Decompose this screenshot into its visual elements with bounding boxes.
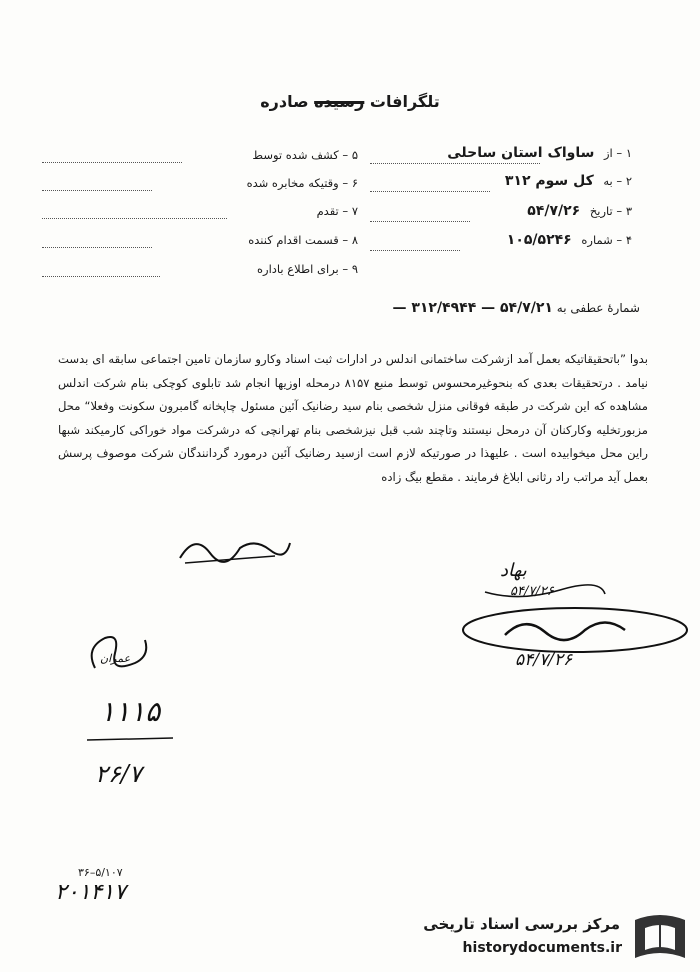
field-date-dotline	[370, 221, 470, 222]
field-number-dotline	[370, 250, 460, 251]
handwritten-number-2: ۲۶/۷	[95, 760, 142, 788]
field-decoded-by: ۵ – کشف شده توسط	[252, 148, 358, 162]
title-suffix: صادره	[260, 92, 309, 111]
document-title	[0, 92, 700, 111]
field-7-dotline	[42, 218, 227, 219]
field-action-dept: ۸ – قسمت اقدام کننده	[248, 233, 358, 247]
signature-2-oval	[455, 600, 695, 660]
footer-url: historydocuments.ir	[462, 940, 622, 956]
field-number: ۴ – شماره ۱۰۵/۵۲۴۶	[506, 232, 632, 248]
field-to-dotline	[370, 191, 490, 192]
signature-2-date: ۵۴/۷/۲۶	[515, 650, 573, 670]
title-prefix: تلگرافات	[369, 92, 440, 111]
scribble-signature	[175, 528, 295, 568]
field-9-dotline	[42, 276, 160, 277]
title-struck-word: رسيده	[314, 92, 365, 111]
left-signature-text: عمران	[100, 652, 131, 665]
field-6-dotline	[42, 190, 152, 191]
field-transmitted-time: ۶ – وقتیکه مخابره شده	[246, 176, 358, 190]
field-info-dept: ۹ – برای اطلاع باداره	[257, 262, 358, 276]
field-to: ۲ – به کل سوم ۳۱۲	[504, 173, 632, 189]
field-5-dotline	[42, 162, 182, 163]
field-from-dotline	[370, 163, 540, 164]
handwritten-number: ۱۱۱۵	[100, 695, 161, 728]
field-priority: ۷ – تقدم	[316, 204, 358, 218]
signature-1-text: بهاد	[500, 560, 527, 581]
footer-title: مرکز بررسی اسناد تاریخی	[423, 915, 620, 933]
signature-1-date: ۵۴/۷/۲۶	[510, 584, 554, 599]
telegram-body: بدوا ”باتحقیقاتیکه بعمل آمد ازشرکت ساختمانی اندلس در ادارات ثبت اسناد وکارو سازمان تامین اجتماعی سابقه ای بدست نیامد . درتحقیقات بعدی که بنحوغیرمحسوس توسط منبع ۸۱۵۷ درمحله اوزیها انجام شد تابلوی کوچکی بنام شرکت اندلس مشاهده که این شرکت در طبقه فوقانی منزل شخصی بنام سید رضانیک آئین مسئول چاپخانه گامبرون سکونت وفعلا“ محل مزبورتخلیه وکارکنان آن درمحل نیستند وتاچند شب قبل نیزشخصی بنام تهرانچی که درشرکت مواد خوراکی کارمیکند شبها راین محل میخوابیده است . علیهذا در صورتیکه لازم است ازسید رضانیک آئین درمورد گردانندگان شرکت موصوف پرسش بعمل آید مراتب راد رثانی ابلاغ فرمایند . مقطع بیگ زاده	[58, 352, 648, 484]
reference-line: شمارهٔ عطفی به ۵۴/۷/۲۱ — ۳۱۲/۴۹۴۴ —	[392, 300, 640, 316]
field-date: ۳ – تاریخ ۵۴/۷/۲۶	[527, 203, 632, 219]
field-8-dotline	[42, 247, 152, 248]
handwritten-underline	[85, 735, 175, 745]
bottom-code: ۳۶–۵/۱۰۷	[78, 866, 123, 879]
book-logo-icon	[630, 910, 690, 965]
bottom-number: ۲۰۱۴۱۷	[55, 880, 126, 905]
field-from: ۱ – از ساواک استان ساحلی	[447, 145, 632, 161]
